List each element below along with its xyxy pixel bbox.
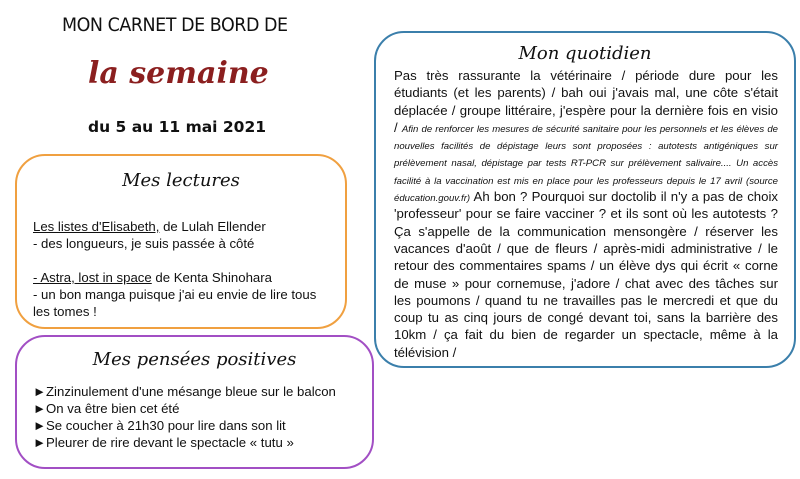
pensees-title: Mes pensées positives [92,349,297,370]
list-item: ►On va être bien cet été [33,401,180,416]
pensees-panel [15,335,374,469]
book-author: de Lulah Ellender [159,219,266,234]
book-comment: - des longueurs, je suis passée à côté [33,236,255,251]
book-entry [33,269,333,286]
book-author: de Kenta Shinohara [151,270,272,285]
bullet-icon: ► [33,435,47,450]
date-range: du 5 au 11 mai 2021 [88,118,267,136]
list-item: ►Pleurer de rire devant le spectacle « tutu » [33,435,294,450]
pensees-list [33,383,336,451]
quotidien-title: Mon quotidien [518,43,652,64]
book-comment: - un bon manga puisque j'ai eu envie de lire tous les tomes ! [33,287,317,319]
book-title: Les listes d'Elisabeth, [33,219,160,234]
source-quote: Afin de renforcer les mesures de sécurité sanitaire pour les personnels et les élèves de nouvelles facilités de dépistage leurs sont proposées : autotests antigéniques sur prélèvement nasal, dépistage par tests RT-PCR sur prélèvement salivaire.... Un accès facilité à la vaccination est mis en place pour les professeurs depuis le 17 avril (source éducation.gouv.fr) [394,123,778,205]
bullet-icon: ► [33,384,47,399]
lectures-content [33,218,333,320]
page-title: MON CARNET DE BORD DE [62,14,288,36]
list-item: ►Se coucher à 21h30 pour lire dans son lit [33,418,286,433]
lectures-panel [15,154,347,329]
quotidien-text: Pas très rassurante la vétérinaire / période dure pour les étudiants (et les parents) / bah oui j'avais mal, une côte s'était déplacée / groupe littéraire, j'espère pour la dernière fois en visio / Afin de renforcer les mesures de sécurité sanitaire pour les personnels et les élèves de nouvelles facilités de dépistage leurs sont proposées : autotests antigéniques sur prélèvement nasal, dépistage par tests RT-PCR sur prélèvement salivaire.... Un accès facilité à la vaccination est mis en place pour les professeurs depuis le 17 avril (source éducation.gouv.fr) Ah bon ? Pourquoi sur doctolib il n'y a pas de choix 'professeur' pour se faire vacciner ? et ils sont où les autotests ? Ça s'appelle de la communication mensongère / réserver les vacances d'août / que de fleurs / après-midi administrative / le retour des commentaires spams / un élève dys qui écrit « corne de muse » pour cornemuse, j'adore / chat avec des tâches sur les poumons / quand tu ne travailles pas le mercredi et que du coup tu as cinq jours de congé devant toi, sans la barrière des 10km / ça fait du bien de regarder un spectacle, même à la télévision / [394,68,778,360]
book-entry [33,218,333,235]
bullet-icon: ► [33,401,47,416]
quotidien-panel [374,31,796,368]
book-title: - Astra, lost in space [33,270,152,285]
page-subtitle: la semaine [88,56,269,91]
bullet-icon: ► [33,418,47,433]
list-item: ►Zinzinulement d'une mésange bleue sur le balcon [33,384,336,399]
lectures-title: Mes lectures [122,170,240,191]
